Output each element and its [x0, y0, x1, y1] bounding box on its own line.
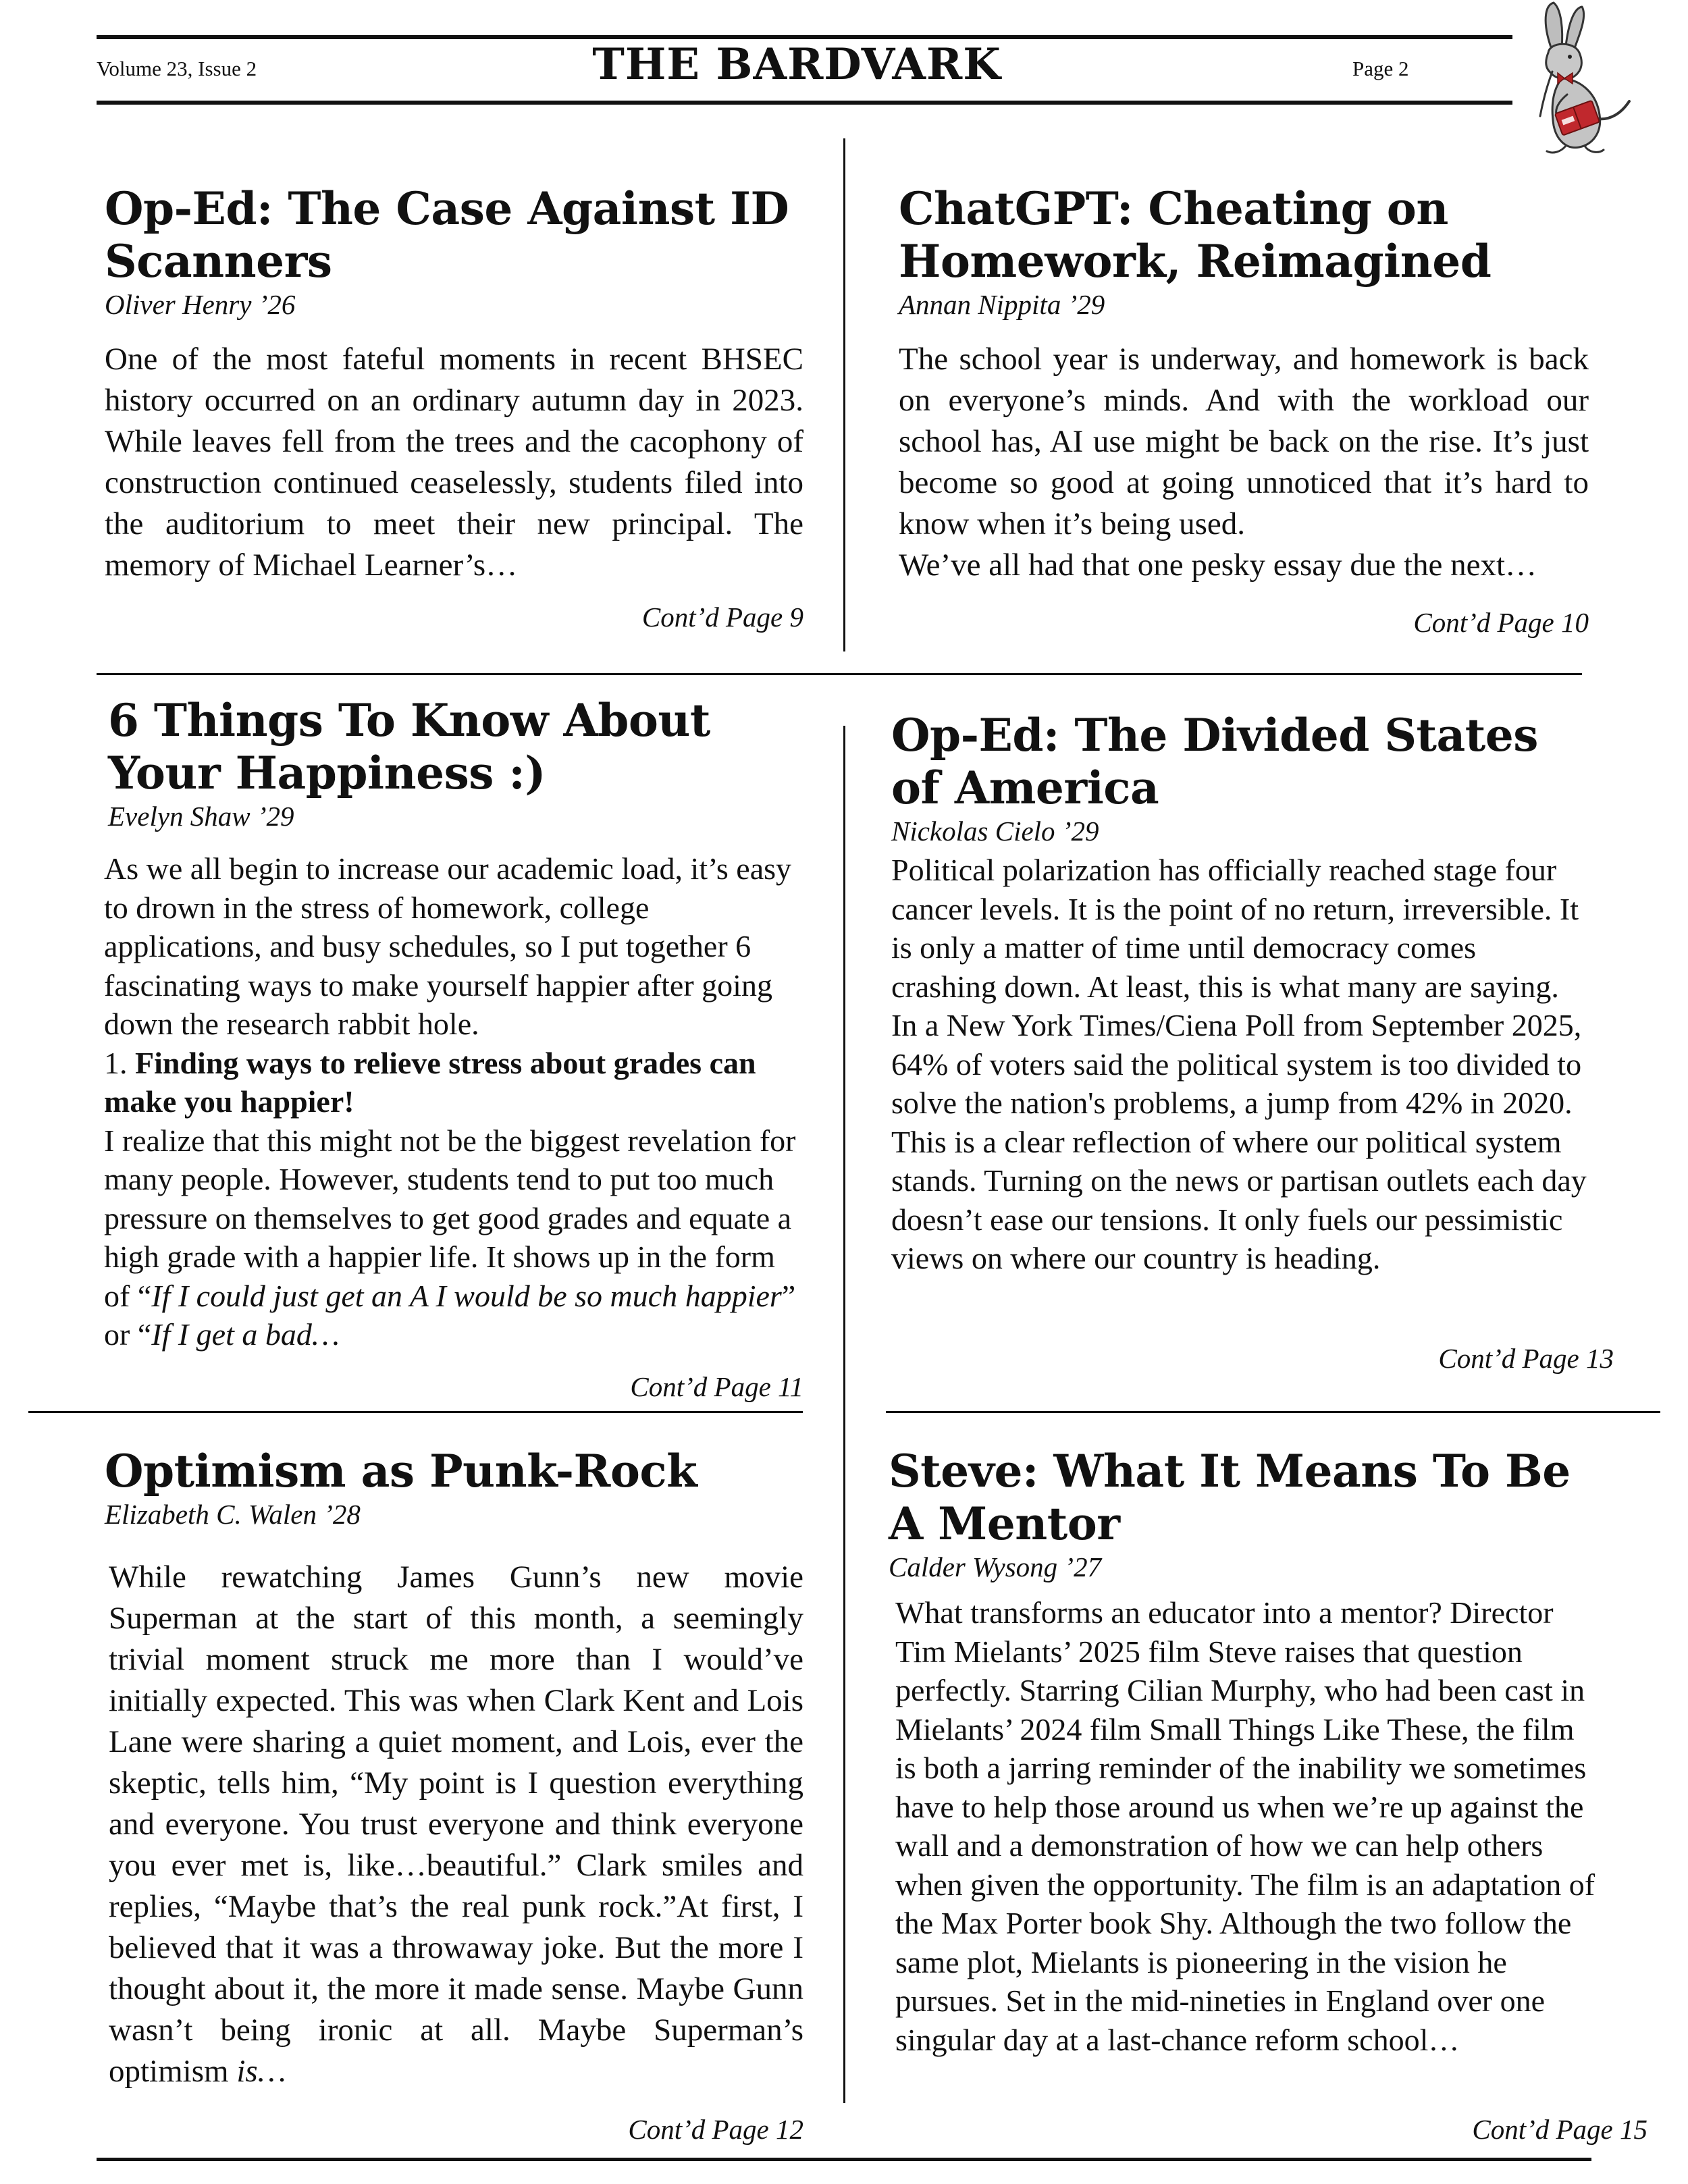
article-headline: Op-Ed: The Case Against ID Scanners — [105, 182, 789, 288]
article-id-scanners — [105, 182, 803, 586]
article-headline: 6 Things To Know About Your Happiness :) — [108, 694, 710, 799]
article-body — [104, 849, 803, 1354]
quote-separator: ” or “ — [104, 1278, 796, 1352]
article-paragraph: The school year is underway, and homework is back on everyone’s minds. And with the workload our school has, AI use might be back on the rise. It’s just become so good at going unnoticed that it’s hard to know when it’s being used. — [899, 342, 1589, 541]
column-divider-top — [843, 138, 845, 651]
quote-text: If I could just get an A I would be so much happier — [151, 1278, 782, 1313]
section-rule-left-middle — [28, 1411, 803, 1413]
article-paragraph: We’ve all had that one pesky essay due the next… — [899, 548, 1537, 583]
article-byline: Elizabeth C. Walen ’28 — [105, 1499, 361, 1530]
article-headline: Optimism as Punk-Rock — [105, 1445, 697, 1497]
continued-link[interactable]: Cont’d Page 12 — [628, 2114, 803, 2145]
article-optimism-punk-rock — [105, 1445, 803, 2092]
column-divider-middle — [843, 726, 845, 2103]
article-byline: Calder Wysong ’27 — [889, 1551, 1102, 1582]
volume-issue: Volume 23, Issue 2 — [97, 57, 257, 80]
article-paragraph: One of the most fateful moments in recent BHSEC history occurred on an ordinary autumn day in 2023. While leaves fell from the trees and the cacophony of construction continued ceaselessly, students filed into the auditorium to meet their new principal. The memory of Michael Learner’s… — [105, 342, 803, 583]
article-byline: Oliver Henry ’26 — [105, 289, 296, 320]
aardvark-mascot-icon — [1509, 0, 1637, 159]
article-body — [899, 339, 1589, 586]
continued-link[interactable]: Cont’d Page 15 — [1472, 2114, 1647, 2145]
quote-text: If I get a bad… — [151, 1317, 340, 1352]
point-body: I realize that this might not be the biggest revelation for many people. However, students tend to put too much pressure on themselves to get good grades and equate a high grade with a happier life. It shows up in the form of “ — [104, 1123, 796, 1313]
article-byline: Annan Nippita ’29 — [899, 289, 1105, 320]
point-number: 1. — [104, 1045, 135, 1080]
article-paragraph: What transforms an educator into a mentor? Director Tim Mielants’ 2025 film Steve raises that question perfectly. Starring Cilian Murphy, who had been cast in Mielants’ 2024 film Small Things Like These, the film is both a jarring reminder of the inability we sometimes have to help those around us when we’re up against the wall and a demonstration of how we can help others when given the opportunity. The film is an adaptation of the Max Porter book Shy. Although the two follow the same plot, Mielants is pioneering in the vision he pursues. Set in the mid-nineties in England over one singular day at a last-chance reform school… — [895, 1595, 1595, 2057]
section-rule-top-right — [97, 673, 1582, 675]
article-happiness — [104, 694, 803, 1354]
article-chatgpt — [899, 182, 1589, 586]
article-paragraph: Political polarization has officially reached stage four cancer levels. It is the point of no return, irreversible. It is only a matter of time until democracy comes crashing down. At least, this is what many are saying. — [891, 853, 1579, 1004]
article-paragraph — [104, 1121, 803, 1354]
masthead-bottom-rule — [97, 101, 1512, 105]
newspaper-title: THE BARDVARK — [592, 39, 1001, 90]
article-paragraph: In a New York Times/Ciena Poll from September 2025, 64% of voters said the political system is too divided to solve the nation's problems, a jump from 42% in 2020. This is a clear reflection of where our political system stands. Turning on the news or partisan outlets each day doesn’t ease our tensions. It only fuels our pessimistic views on where our country is heading. — [891, 1008, 1587, 1275]
article-steve-mentor — [889, 1445, 1611, 2059]
article-byline: Evelyn Shaw ’29 — [108, 801, 294, 832]
continued-link[interactable]: Cont’d Page 10 — [1413, 607, 1589, 638]
article-headline: Steve: What It Means To Be A Mentor — [889, 1445, 1571, 1550]
article-headline: Op-Ed: The Divided States of America — [891, 709, 1538, 814]
article-paragraph — [109, 1557, 803, 2092]
article-divided-states — [891, 709, 1587, 1278]
article-intro: As we all begin to increase our academic load, it’s easy to drown in the stress of homework, college applications, and busy schedules, so I put together 6 fascinating ways to make yourself happier after going down the research rabbit hole. — [104, 851, 792, 1041]
article-body — [105, 339, 803, 586]
article-headline: ChatGPT: Cheating on Homework, Reimagined — [899, 182, 1492, 288]
article-emphasis: is… — [236, 2054, 286, 2089]
continued-link[interactable]: Cont’d Page 9 — [641, 602, 803, 633]
point-heading: Finding ways to relieve stress about grades can make you happier! — [104, 1045, 756, 1119]
article-text: While rewatching James Gunn’s new movie Superman at the start of this month, a seemingly trivial moment struck me more than I would’ve initially expected. This was when Clark Kent and Lois Lane were sharing a quiet moment, and Lois, ever the skeptic, tells him, “My point is I question everything and everyone. You trust everyone and think everyone you ever met is, like…beautiful.” Clark smiles and replies, “Maybe that’s the real punk rock.”At first, I believed that it was a throwaway joke. But the more I thought about it, the more it made sense. Maybe Gunn wasn’t being ironic at all. Maybe Superman’s optimism — [109, 1560, 803, 2089]
article-point — [104, 1044, 803, 1121]
continued-link[interactable]: Cont’d Page 13 — [1438, 1343, 1614, 1374]
continued-link[interactable]: Cont’d Page 11 — [630, 1371, 803, 1402]
page-bottom-rule — [97, 2158, 1591, 2161]
article-body — [895, 1593, 1598, 2059]
page-number: Page 2 — [1352, 57, 1409, 80]
article-body — [891, 851, 1587, 1278]
article-body — [109, 1557, 803, 2092]
article-byline: Nickolas Cielo ’29 — [891, 816, 1099, 847]
section-rule-right-middle — [886, 1411, 1660, 1413]
